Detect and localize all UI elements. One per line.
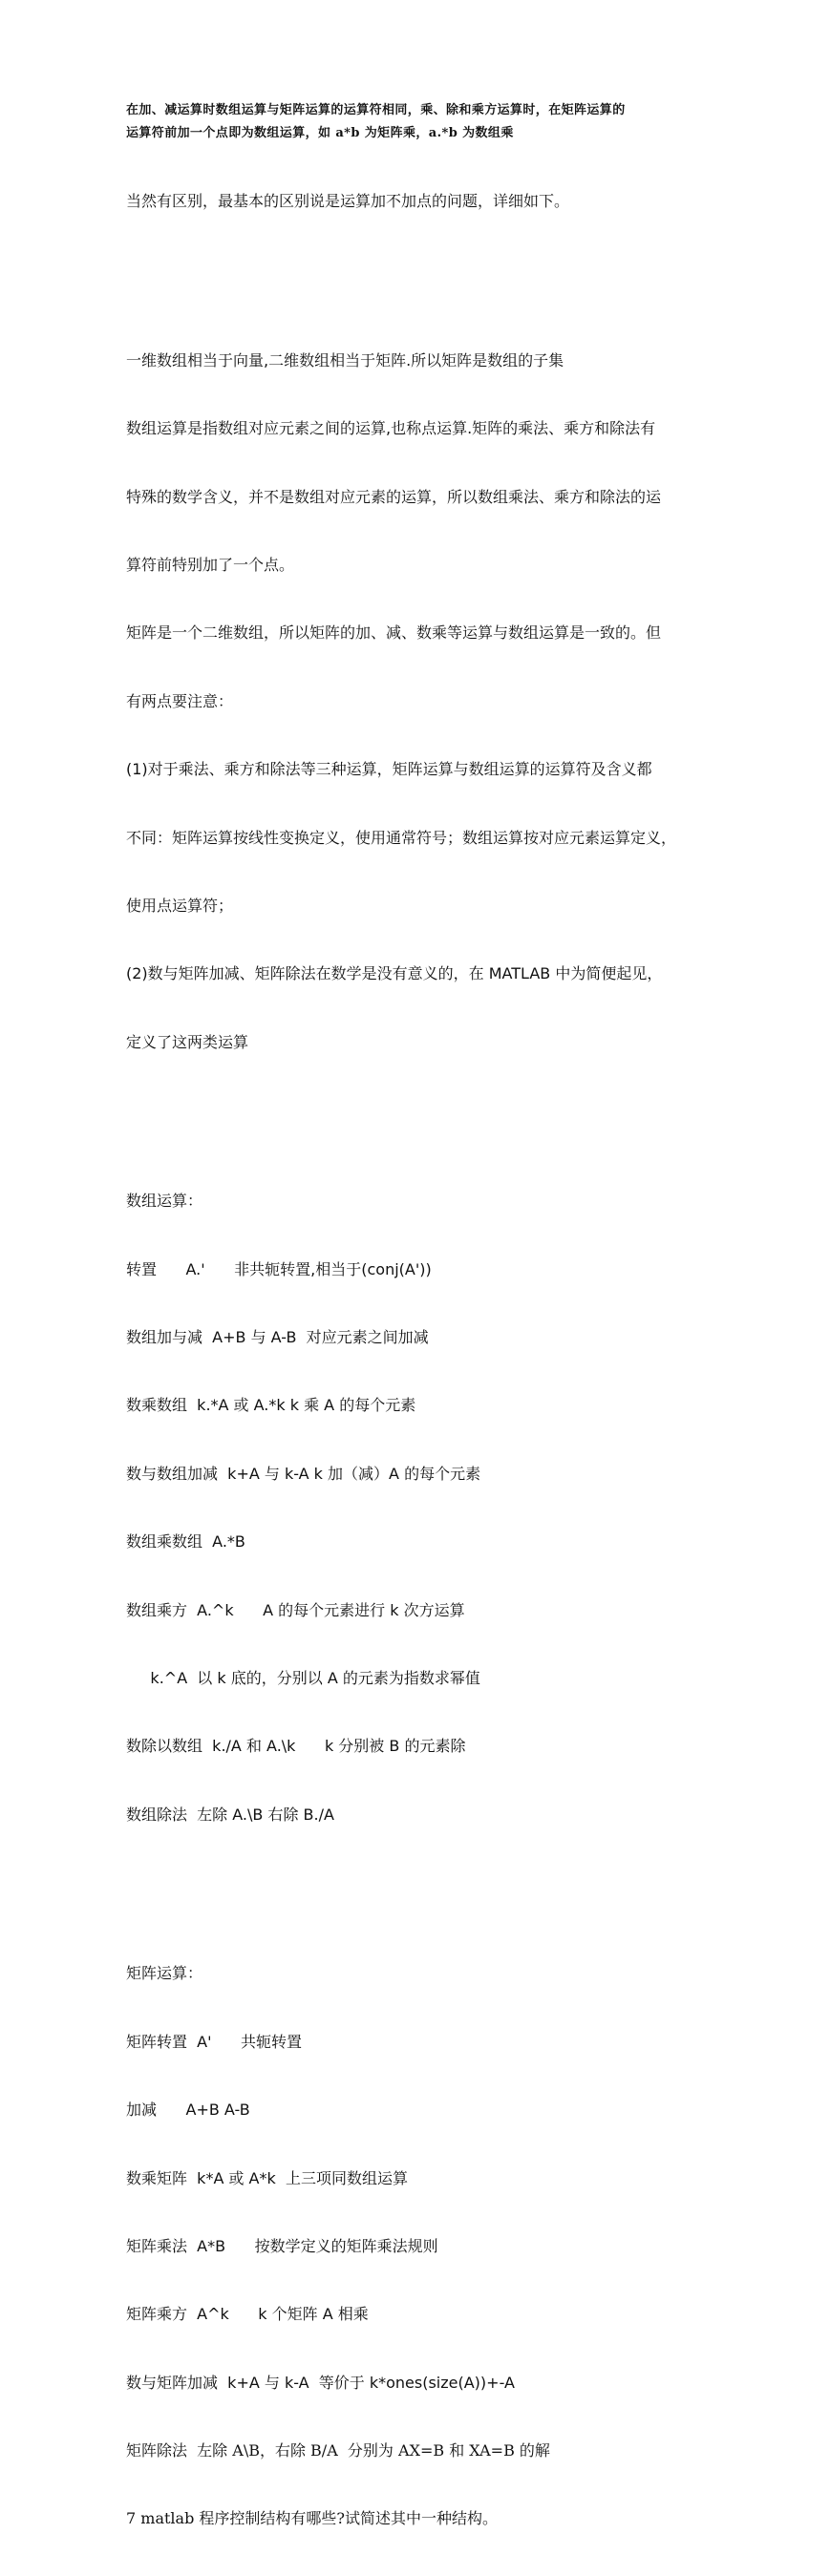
matrix-op-row: 矩阵乘方 A^k k 个矩阵 A 相乘 [126, 2305, 369, 2324]
answer-lead: 当然有区别，最基本的区别说是运算加不加点的问题，详细如下。 [126, 192, 570, 211]
array-op-row: 数除以数组 k./A 和 A.\k k 分别被 B 的元素除 [126, 1737, 466, 1756]
explanation-line: 定义了这两类运算 [126, 1032, 249, 1051]
blank-line [126, 259, 709, 282]
array-op-row: 数乘数组 k.*A 或 A.*k k 乘 A 的每个元素 [126, 1396, 416, 1415]
explanation-line: 特殊的数学含义，并不是数组对应元素的运算，所以数组乘法、乘方和除法的运 [126, 487, 662, 506]
array-op-row: 数组乘数组 A.*B [126, 1532, 245, 1552]
matrix-op-row: 数乘矩阵 k*A 或 A*k 上三项同数组运算 [126, 2168, 408, 2187]
matrix-op-row: 数与矩阵加减 k+A 与 k-A 等价于 k*ones(size(A))+-A [126, 2373, 515, 2392]
explanation-line: 数组运算是指数组对应元素之间的运算,也称点运算.矩阵的乘法、乘方和除法有 [126, 419, 656, 438]
intro-summary [126, 99, 709, 145]
matrix-op-row: 矩阵乘法 A*B 按数学定义的矩阵乘法规则 [126, 2236, 438, 2255]
array-ops-heading: 数组运算： [126, 1192, 203, 1211]
explanation-line: 有两点要注意： [126, 691, 234, 710]
explanation-line: 一维数组相当于向量,二维数组相当于矩阵.所以矩阵是数组的子集 [126, 350, 564, 370]
matrix-op-row: 矩阵转置 A' 共轭转置 [126, 2032, 303, 2051]
matrix-ops-heading: 矩阵运算： [126, 1964, 203, 1983]
blank-line [126, 1099, 709, 1122]
array-op-row: k.^A 以 k 底的，分别以 A 的元素为指数求幂值 [126, 1668, 480, 1687]
explanation-line: 使用点运算符； [126, 896, 234, 915]
array-op-row: 数组加与减 A+B 与 A-B 对应元素之间加减 [126, 1328, 429, 1347]
matrix-op-row: 矩阵除法 左除 A\B，右除 B/A 分别为 AX=B 和 XA=B 的解 [126, 2441, 550, 2460]
document-page [126, 99, 709, 2576]
explanation-line: 不同：矩阵运算按线性变换定义，使用通常符号；数组运算按对应元素运算定义， [126, 828, 677, 847]
explanation-line: (2)数与矩阵加减、矩阵除法在数学是没有意义的，在 MATLAB 中为简便起见， [126, 964, 663, 983]
blank-line [126, 1871, 709, 1894]
array-op-row: 转置 A.' 非共轭转置,相当于(conj(A')) [126, 1259, 432, 1278]
explanation-line: 矩阵是一个二维数组，所以矩阵的加、减、数乘等运算与数组运算是一致的。但 [126, 623, 662, 643]
explanation-line: 算符前特别加了一个点。 [126, 555, 295, 574]
matrix-op-row: 加减 A+B A-B [126, 2101, 250, 2120]
intro-line-2: 运算符前加一个点即为数组运算，如 a*b 为矩阵乘，a.*b 为数组乘 [126, 125, 514, 140]
array-op-row: 数与数组加减 k+A 与 k-A k 加（减）A 的每个元素 [126, 1464, 481, 1483]
document-body [126, 145, 709, 2576]
intro-line-1: 在加、减运算时数组运算与矩阵运算的运算符相同，乘、除和乘方运算时，在矩阵运算的 [126, 103, 626, 117]
next-question: 7 matlab 程序控制结构有哪些?试简述其中一种结构。 [126, 2509, 498, 2528]
array-op-row: 数组乘方 A.^k A 的每个元素进行 k 次方运算 [126, 1600, 465, 1619]
array-op-row: 数组除法 左除 A.\B 右除 B./A [126, 1805, 334, 1824]
explanation-line: (1)对于乘法、乘方和除法等三种运算，矩阵运算与数组运算的运算符及含义都 [126, 760, 652, 779]
